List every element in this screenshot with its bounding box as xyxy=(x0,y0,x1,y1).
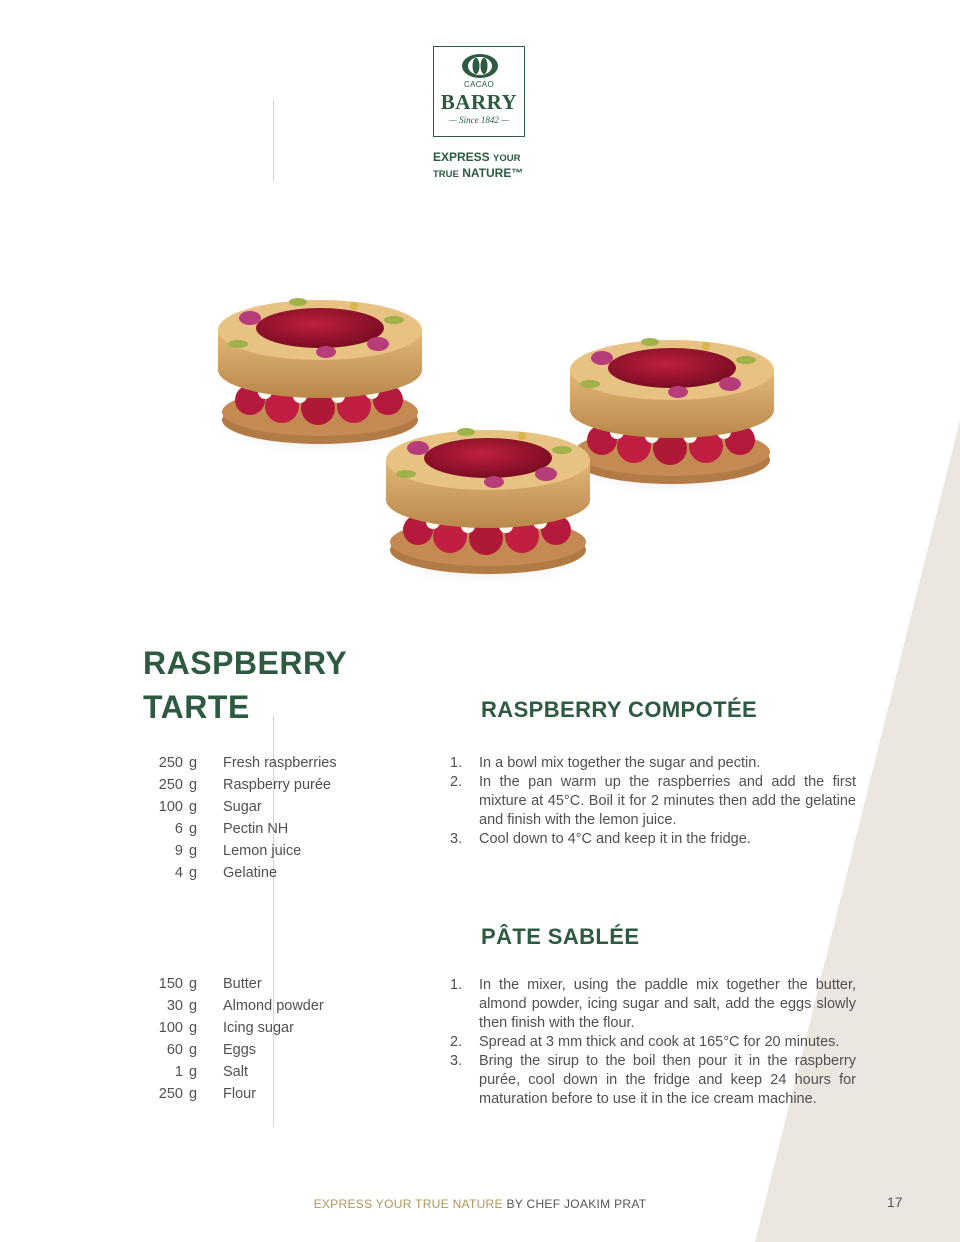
ingredient-name: Icing sugar xyxy=(223,1020,294,1036)
steps-compotee xyxy=(450,754,856,849)
step-text: Spread at 3 mm thick and cook at 165°C for 20 minutes. xyxy=(479,1034,840,1050)
ingredient-unit: g xyxy=(189,998,198,1014)
ingredient-unit: g xyxy=(189,1020,198,1036)
ingredient-unit: g xyxy=(189,799,198,815)
ingredient-list-compotee xyxy=(143,752,373,884)
ingredient-qty: 100 xyxy=(158,799,183,815)
ingredient-qty: 100 xyxy=(158,1020,183,1036)
ingredient-row xyxy=(143,1083,373,1105)
ingredient-name: Fresh raspberries xyxy=(223,755,337,771)
step-item xyxy=(450,754,856,773)
ingredient-qty: 250 xyxy=(158,755,183,771)
step-number: 3. xyxy=(450,1053,463,1069)
ingredient-row xyxy=(143,796,373,818)
recipe-title xyxy=(143,641,347,729)
ingredient-qty: 250 xyxy=(158,1086,183,1102)
ingredient-name: Flour xyxy=(223,1086,257,1102)
ingredient-qty: 150 xyxy=(158,976,183,992)
step-item xyxy=(450,976,856,1033)
ingredient-name: Salt xyxy=(223,1064,248,1080)
ingredient-qty: 1 xyxy=(174,1064,183,1080)
tagline-word: TRUE xyxy=(433,169,459,180)
footer-accent-text: EXPRESS YOUR TRUE NATURE xyxy=(313,1197,503,1211)
ingredient-unit: g xyxy=(189,777,198,793)
ingredient-row xyxy=(143,1017,373,1039)
ingredient-row xyxy=(143,973,373,995)
title-line-2: TARTE xyxy=(143,689,250,725)
step-text: In the mixer, using the paddle mix together the butter, almond powder, icing sugar and salt, add the eggs slowly then finish with the flour. xyxy=(479,977,856,1031)
ingredient-qty: 30 xyxy=(166,998,183,1014)
step-text: Cool down to 4°C and keep it in the fridge. xyxy=(479,831,751,847)
logo-brand-text: BARRY xyxy=(440,90,518,114)
page-footer xyxy=(0,1197,960,1211)
ingredient-name: Lemon juice xyxy=(223,843,302,859)
tagline xyxy=(433,150,523,182)
logo-small-text: CACAO xyxy=(464,80,494,89)
ingredient-row xyxy=(143,1061,373,1083)
ingredient-qty: 9 xyxy=(174,843,183,859)
step-item xyxy=(450,773,856,830)
ingredient-row xyxy=(143,862,373,884)
ingredient-row xyxy=(143,995,373,1017)
step-number: 1. xyxy=(450,755,463,771)
section-title-sablee: PÂTE SABLÉE xyxy=(481,924,640,949)
step-item xyxy=(450,1052,856,1109)
step-number: 3. xyxy=(450,831,463,847)
step-text: In the pan warm up the raspberries and add the first mixture at 45°C. Boil it for 2 minutes then add the gelatine and finish with the lemon juice. xyxy=(479,774,856,828)
ingredient-name: Almond powder xyxy=(223,998,324,1014)
ingredient-row xyxy=(143,1039,373,1061)
ingredient-name: Raspberry purée xyxy=(223,777,331,793)
footer-author-text: BY CHEF JOAKIM PRAT xyxy=(506,1197,647,1211)
ingredient-name: Eggs xyxy=(223,1042,257,1058)
ingredient-row xyxy=(143,840,373,862)
logo-since-text: — Since 1842 — xyxy=(448,115,510,125)
ingredient-name: Gelatine xyxy=(223,865,278,881)
ingredient-unit: g xyxy=(189,843,198,859)
ingredient-unit: g xyxy=(189,821,198,837)
ingredient-unit: g xyxy=(189,1086,198,1102)
steps-sablee xyxy=(450,976,856,1109)
step-number: 2. xyxy=(450,1034,463,1050)
ingredient-qty: 60 xyxy=(166,1042,183,1058)
ingredient-row xyxy=(143,752,373,774)
ingredient-qty: 4 xyxy=(174,865,183,881)
tagline-word: NATURE™ xyxy=(462,166,524,180)
ingredient-row xyxy=(143,774,373,796)
step-item xyxy=(450,1033,856,1052)
ingredient-name: Pectin NH xyxy=(223,821,289,837)
ingredient-unit: g xyxy=(189,1042,198,1058)
tagline-word: YOUR xyxy=(493,153,521,164)
tagline-word: EXPRESS xyxy=(433,150,490,164)
ingredient-unit: g xyxy=(189,976,198,992)
ingredient-qty: 6 xyxy=(174,821,183,837)
cacao-pod-icon xyxy=(461,53,499,79)
ingredient-unit: g xyxy=(189,755,198,771)
page-number: 17 xyxy=(887,1194,903,1210)
step-item xyxy=(450,830,856,849)
section-title-compotee: RASPBERRY COMPOTÉE xyxy=(481,697,758,722)
step-number: 2. xyxy=(450,774,463,790)
ingredient-name: Butter xyxy=(223,976,262,992)
step-number: 1. xyxy=(450,977,463,993)
ingredient-row xyxy=(143,818,373,840)
ingredient-qty: 250 xyxy=(158,777,183,793)
tartes-photo xyxy=(150,230,910,630)
title-line-1: RASPBERRY xyxy=(143,645,348,681)
ingredient-unit: g xyxy=(189,865,198,881)
step-text: Bring the sirup to the boil then pour it in the raspberry purée, cool down in the fridge and keep 24 hours for maturation before to use it in the ice cream machine. xyxy=(479,1053,856,1107)
ingredient-name: Sugar xyxy=(223,799,262,815)
ingredient-list-sablee xyxy=(143,973,373,1105)
divider-line-top xyxy=(273,100,274,182)
ingredient-unit: g xyxy=(189,1064,198,1080)
step-text: In a bowl mix together the sugar and pectin. xyxy=(479,755,761,771)
cacao-barry-logo xyxy=(433,46,525,137)
